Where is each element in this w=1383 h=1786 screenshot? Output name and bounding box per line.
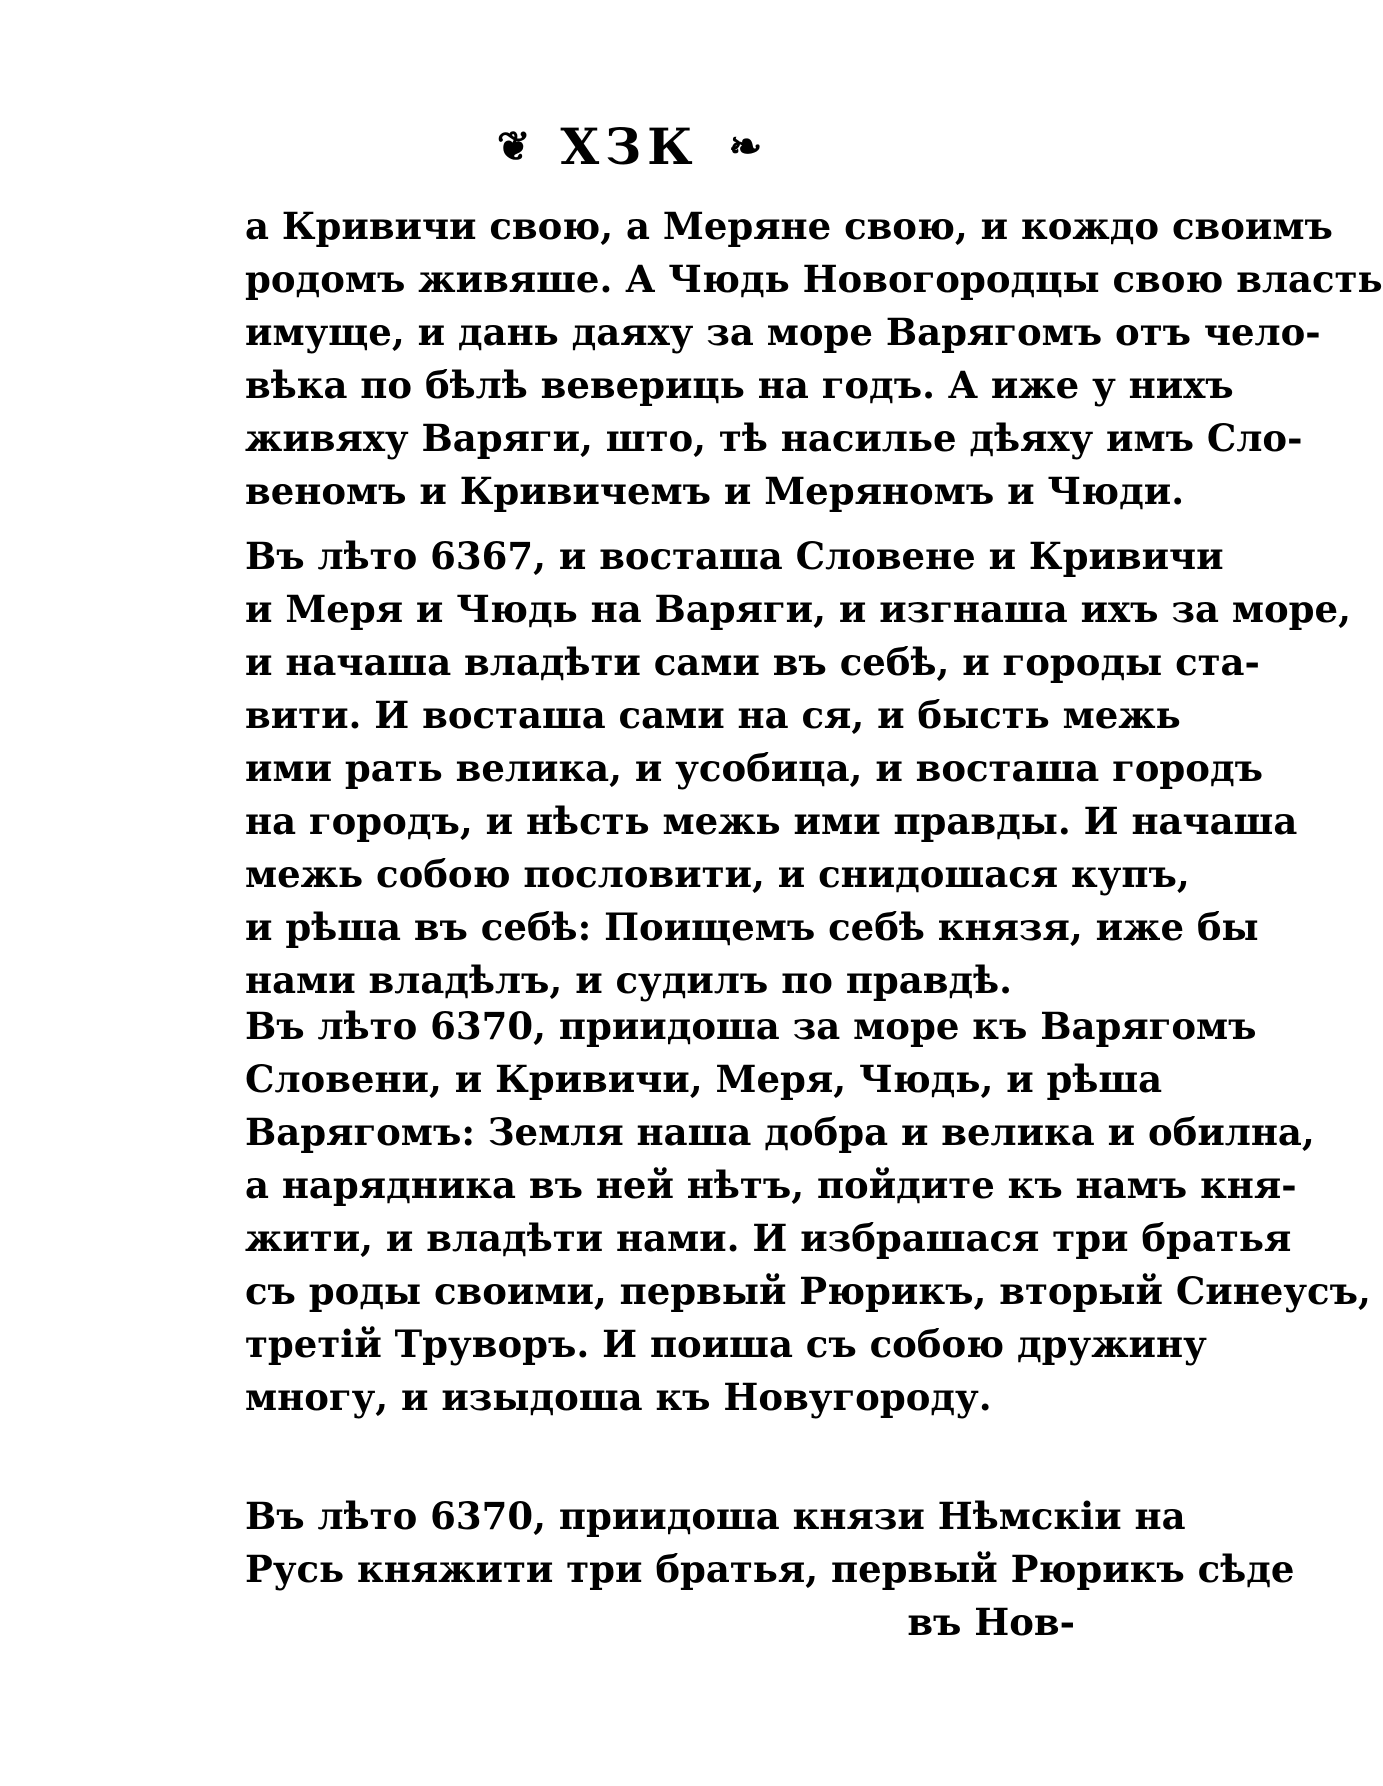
text-line: на городъ, и нѣсть межь ими правды. И начаша [245, 799, 1298, 843]
text-line: Въ лѣто 6370, приидоша князи Нѣмскiи на [245, 1494, 1186, 1538]
paragraph-1 [245, 200, 1383, 518]
text-line: Словени, и Кривичи, Меря, Чюдь, и рѣша [245, 1057, 1163, 1101]
text-line: жити, и владѣти нами. И избрашася три братья [245, 1216, 1292, 1260]
text-line: и начаша владѣти сами въ себѣ, и городы ста- [245, 640, 1260, 684]
text-line: Русь княжити три братья, первый Рюрикъ сѣде [245, 1547, 1295, 1591]
text-line: живяху Варяги, што, тѣ насилье дѣяху имъ Сло- [245, 416, 1303, 460]
text-line: веномъ и Кривичемъ и Меряномъ и Чюди. [245, 469, 1185, 513]
page-header [0, 112, 1259, 182]
text-line: вити. И восташа сами на ся, и бысть межь [245, 693, 1181, 737]
paragraph-2 [245, 530, 1351, 1007]
text-line: вѣка по бѣлѣ вевериць на годъ. А иже у нихъ [245, 363, 1234, 407]
text-line: межь собою пословити, и снидошася купъ, [245, 852, 1190, 896]
text-line: и рѣша въ себѣ: Поищемъ себѣ князя, иже бы [245, 905, 1259, 949]
text-line: многу, и изыдоша къ Новугороду. [245, 1375, 992, 1419]
text-line: Варягомъ: Земля наша добра и велика и обилна, [245, 1110, 1315, 1154]
text-line: Въ лѣто 6370, приидоша за море къ Варягомъ [245, 1004, 1257, 1048]
text-line: третiй Труворъ. И поиша съ собою дружину [245, 1322, 1207, 1366]
text-line: имуще, и дань даяху за море Варягомъ отъ чело- [245, 310, 1321, 354]
text-line: съ роды своими, первый Рюрикъ, вторый Синеусъ, [245, 1269, 1371, 1313]
catchword: въ Нов- [907, 1600, 1075, 1644]
text-line: нами владѣлъ, и судилъ по правдѣ. [245, 958, 1013, 1002]
text-line: Въ лѣто 6367, и восташа Словене и Кривичи [245, 534, 1224, 578]
page-number: ХЗК [560, 117, 699, 176]
text-line: родомъ живяше. А Чюдь Новогородцы свою власть [245, 257, 1383, 301]
text-line: ими рать велика, и усобица, и восташа городъ [245, 746, 1264, 790]
fleuron-left-icon: ❦ [496, 123, 531, 170]
paragraph-4 [245, 1490, 1295, 1649]
fleuron-right-icon: ❧ [728, 123, 763, 170]
text-line: а нарядника въ ней нѣтъ, пойдите къ намъ кня- [245, 1163, 1297, 1207]
paragraph-3 [245, 1000, 1371, 1424]
text-line: и Меря и Чюдь на Варяги, и изгнаша ихъ за море, [245, 587, 1351, 631]
text-line: а Кривичи свою, а Меряне свою, и кождо своимъ [245, 204, 1333, 248]
